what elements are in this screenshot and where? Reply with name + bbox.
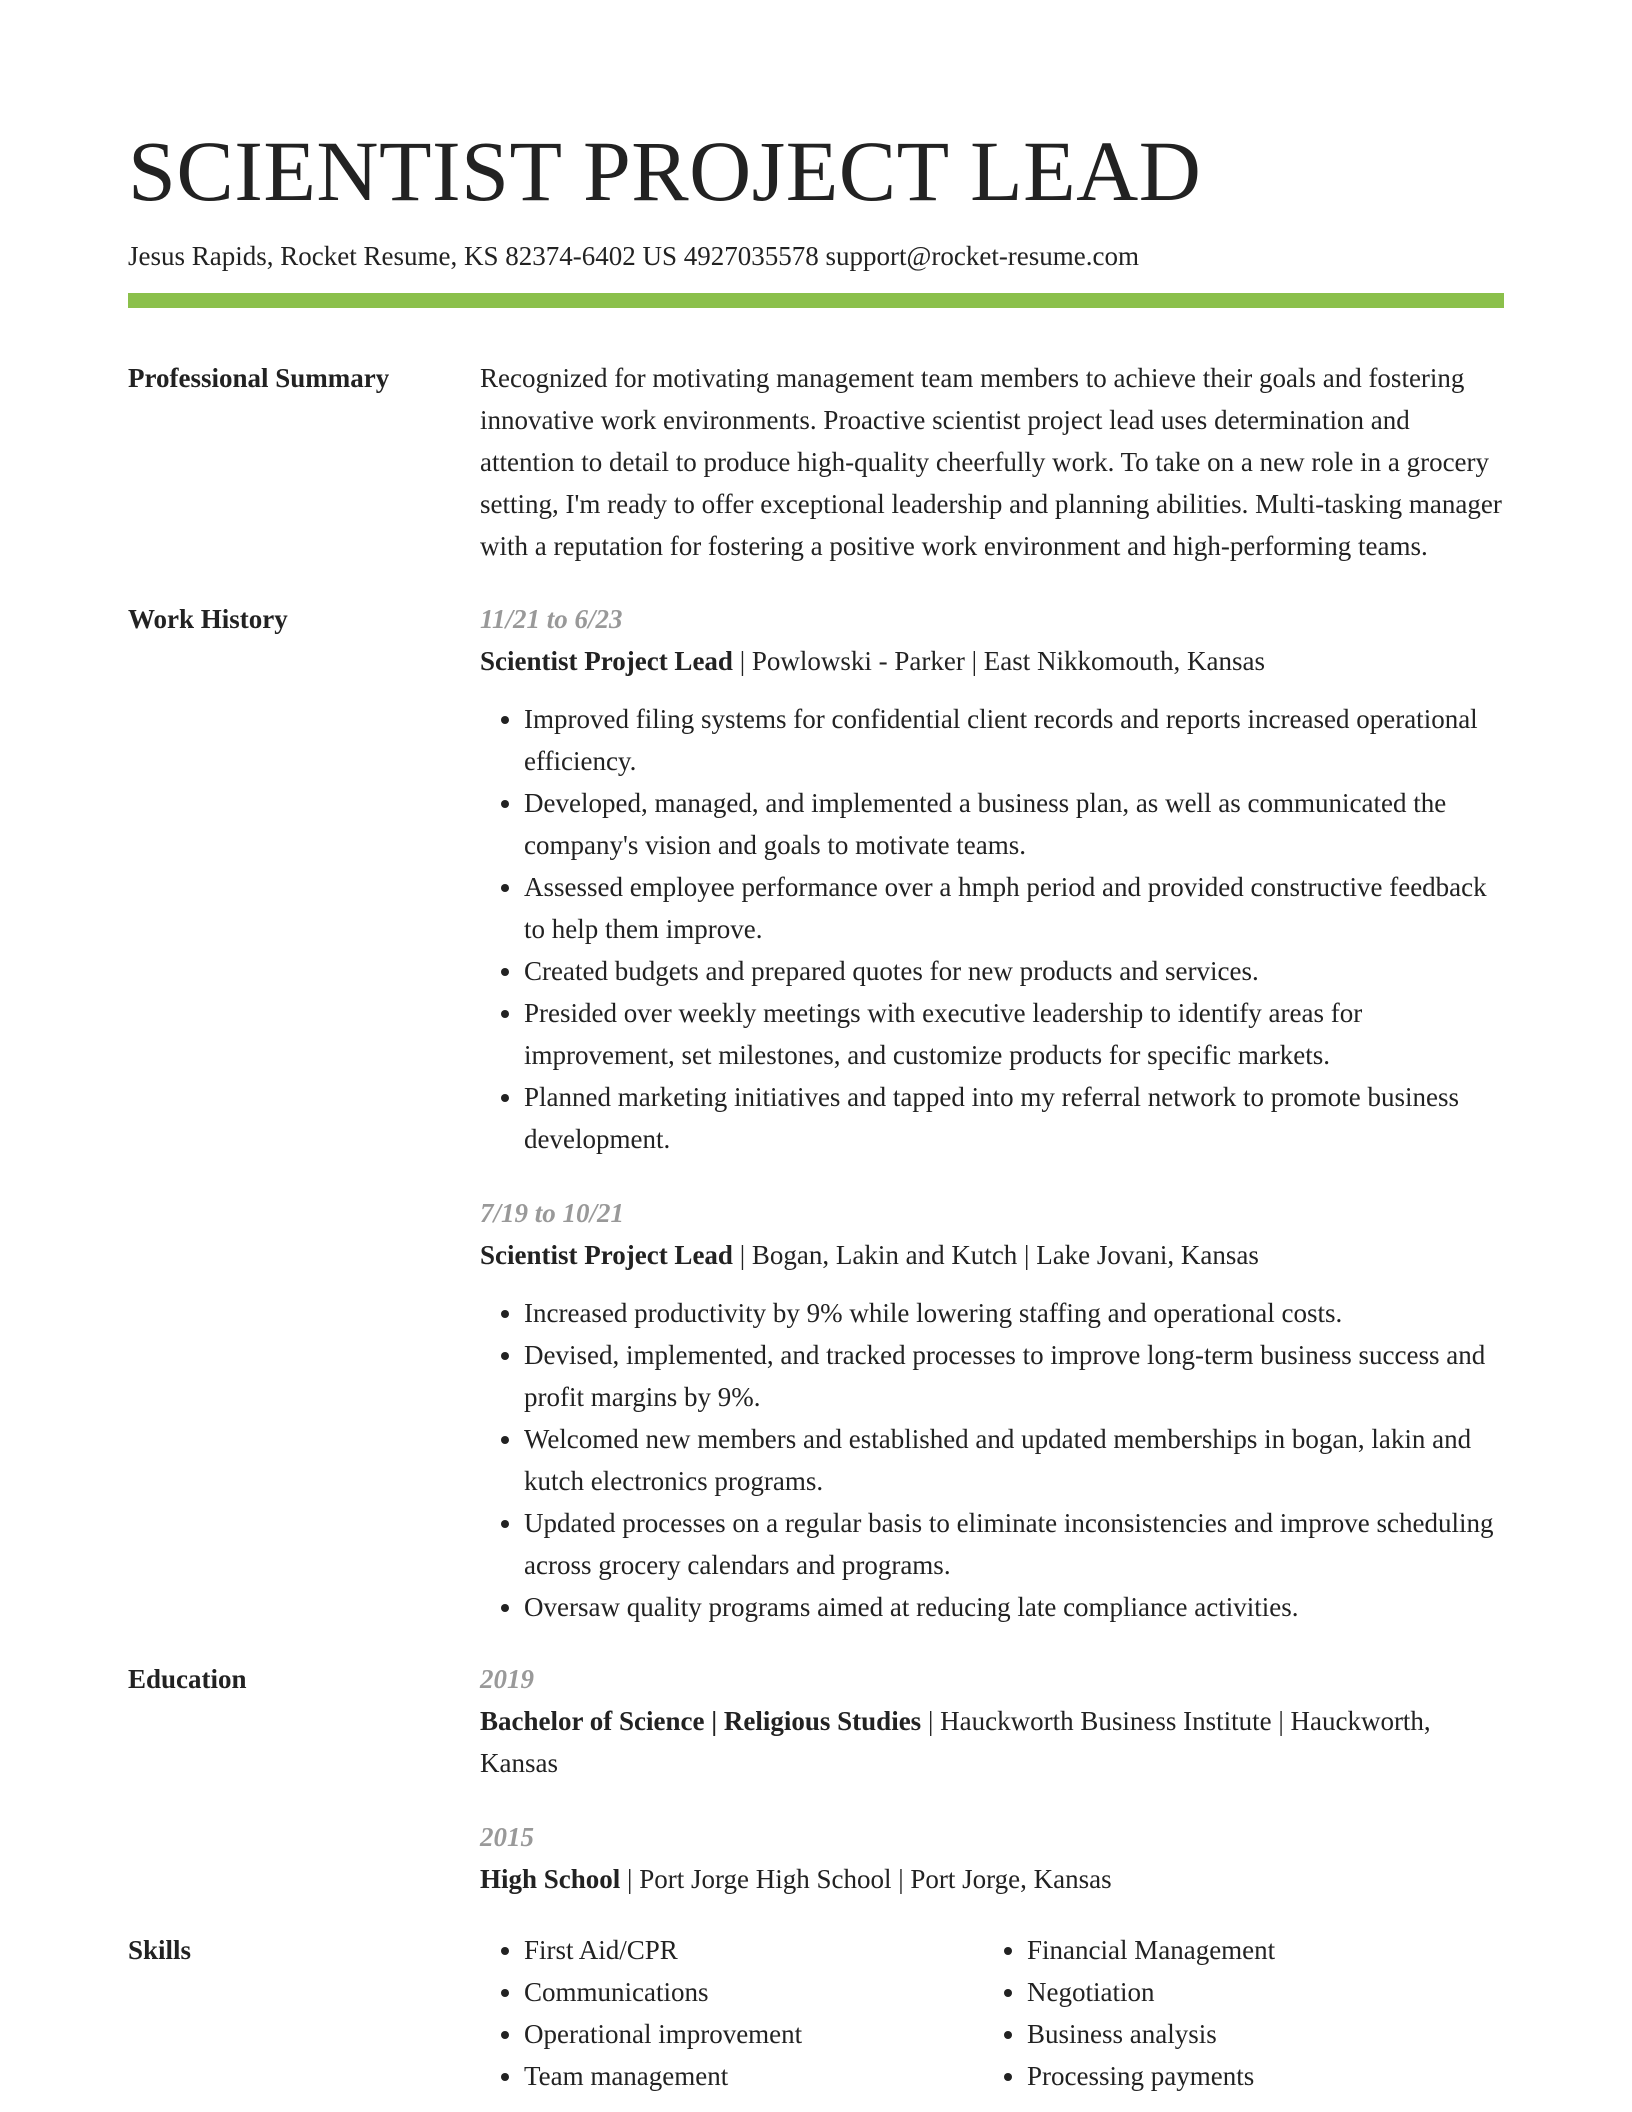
summary-text: Recognized for motivating management team members to achieve their goals and fostering innovative work environments. Proactive scientist project lead uses determination and attention to detail to produce high-quality cheerfully work. To take on a new role in a grocery setting, I'm ready to offer exceptional leadership and planning abilities. Multi-tasking manager with a reputation for fostering a positive work environment and high-performing teams. <box>480 363 1502 561</box>
section-skills <box>128 1929 1504 2097</box>
work-role-line <box>480 640 1504 682</box>
skills-columns <box>480 1929 1504 2097</box>
list-item: • Oversaw quality programs aimed at reducing late compliance activities. <box>524 1586 1504 1628</box>
education-year: 2015 <box>480 1822 534 1852</box>
list-item: • Planned marketing initiatives and tapped into my referral network to promote business development. <box>524 1076 1504 1160</box>
education-school: | Hauckworth Business Institute | Hauckworth, Kansas <box>480 1706 1431 1778</box>
list-item: • Developed, managed, and implemented a business plan, as well as communicated the company's vision and goals to motivate teams. <box>524 782 1504 866</box>
list-item: • Welcomed new members and established and updated memberships in bogan, lakin and kutch electronics programs. <box>524 1418 1504 1502</box>
list-item: • Business analysis <box>1027 2013 1504 2055</box>
section-title-education: Education <box>128 1664 247 1694</box>
accent-divider <box>128 293 1504 308</box>
list-item: • Negotiation <box>1027 1971 1504 2013</box>
education-line <box>480 1858 1504 1900</box>
work-dates: 11/21 to 6/23 <box>480 604 623 634</box>
work-entry <box>480 598 1504 1160</box>
skills-list-left <box>480 1929 983 2097</box>
work-bullets <box>480 698 1504 1160</box>
list-item: • Devised, implemented, and tracked processes to improve long-term business success and profit margins by 9%. <box>524 1334 1504 1418</box>
section-work-history <box>128 598 1504 1628</box>
list-item: • Processing payments <box>1027 2055 1504 2097</box>
education-year: 2019 <box>480 1664 534 1694</box>
skills-body <box>480 1929 1504 2097</box>
work-dates: 7/19 to 10/21 <box>480 1198 625 1228</box>
resume-page <box>128 0 1504 2097</box>
section-education <box>128 1658 1504 1900</box>
work-entry <box>480 1192 1504 1628</box>
list-item: • Communications <box>524 1971 983 2013</box>
section-title-skills: Skills <box>128 1935 192 1965</box>
list-item: • Financial Management <box>1027 1929 1504 1971</box>
list-item: • Updated processes on a regular basis to eliminate inconsistencies and improve scheduling across grocery calendars and programs. <box>524 1502 1504 1586</box>
education-entry <box>480 1658 1504 1784</box>
list-item: • Operational improvement <box>524 2013 983 2055</box>
list-item: • Improved filing systems for confidential client records and reports increased operational efficiency. <box>524 698 1504 782</box>
contact-line: Jesus Rapids, Rocket Resume, KS 82374-6402 US 4927035578 support@rocket-resume.com <box>128 241 1140 271</box>
work-employer: | Powlowski - Parker | East Nikkomouth, Kansas <box>732 646 1265 676</box>
list-item: • Assessed employee performance over a hmph period and provided constructive feedback to help them improve. <box>524 866 1504 950</box>
section-professional-summary <box>128 357 1504 567</box>
list-item: • Team management <box>524 2055 983 2097</box>
education-entries <box>480 1658 1504 1900</box>
education-school: | Port Jorge High School | Port Jorge, Kansas <box>620 1864 1112 1894</box>
skills-list-right <box>983 1929 1504 2097</box>
education-degree: Bachelor of Science | Religious Studies <box>480 1706 922 1736</box>
section-title-work: Work History <box>128 604 288 634</box>
list-item: • Presided over weekly meetings with executive leadership to identify areas for improvement, set milestones, and customize products for specific markets. <box>524 992 1504 1076</box>
resume-title: SCIENTIST PROJECT LEAD <box>128 123 1202 219</box>
education-degree: High School <box>480 1864 621 1894</box>
work-entries <box>480 598 1504 1628</box>
work-role-line <box>480 1234 1504 1276</box>
education-line <box>480 1700 1504 1784</box>
work-role: Scientist Project Lead <box>480 646 733 676</box>
list-item: • Increased productivity by 9% while lowering staffing and operational costs. <box>524 1292 1504 1334</box>
education-entry <box>480 1816 1504 1900</box>
list-item: • First Aid/CPR <box>524 1929 983 1971</box>
work-bullets <box>480 1292 1504 1628</box>
list-item: • Created budgets and prepared quotes for new products and services. <box>524 950 1504 992</box>
work-employer: | Bogan, Lakin and Kutch | Lake Jovani, Kansas <box>732 1240 1259 1270</box>
work-role: Scientist Project Lead <box>480 1240 733 1270</box>
section-title-summary: Professional Summary <box>128 363 390 393</box>
